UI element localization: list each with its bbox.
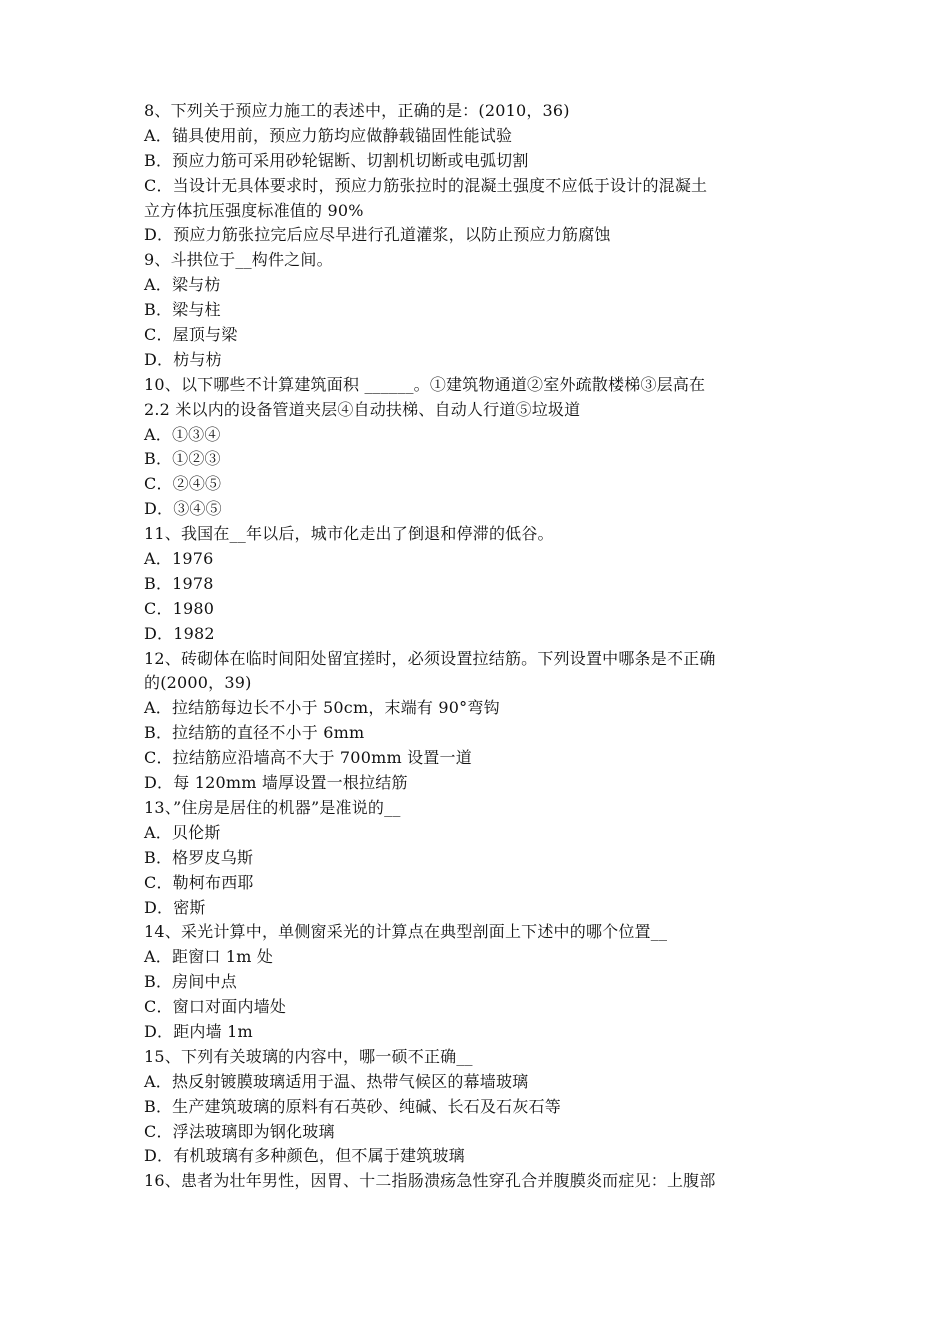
text-line: A．锚具使用前，预应力筋均应做静载锚固性能试验 (144, 125, 513, 145)
text-line: 的(2000，39) (144, 673, 252, 693)
text-line: 13、”住房是居住的机器”是准说的__ (144, 797, 401, 817)
text-line: A．热反射镀膜玻璃适用于温、热带气候区的幕墙玻璃 (144, 1071, 529, 1091)
text-line: C．拉结筋应沿墙高不大于 700mm 设置一道 (144, 748, 472, 768)
text-line: 10、以下哪些不计算建筑面积 ______。①建筑物通道②室外疏散楼梯③层高在 (144, 374, 706, 394)
text-line: C．勒柯布西耶 (144, 872, 254, 892)
text-line: A．梁与枋 (144, 275, 221, 295)
text-line: 15、下列有关玻璃的内容中，哪一硕不正确__ (144, 1046, 473, 1066)
text-line: A．①③④ (144, 424, 221, 444)
text-line: D．预应力筋张拉完后应尽早进行孔道灌浆，以防止预应力筋腐蚀 (144, 225, 611, 245)
text-line: 8、下列关于预应力施工的表述中，正确的是：(2010，36) (144, 101, 570, 120)
text-line: 14、采光计算中，单侧窗采光的计算点在典型剖面上下述中的哪个位置__ (144, 922, 668, 942)
text-line: D．枋与枋 (144, 349, 222, 369)
text-line: D．密斯 (144, 897, 206, 917)
text-line: B．生产建筑玻璃的原料有石英砂、纯碱、长石及石灰石等 (144, 1096, 561, 1116)
text-line: C．屋顶与梁 (144, 325, 238, 345)
text-line: 12、砖砌体在临时间阳处留宜搓时，必须设置拉结筋。下列设置中哪条是不正确 (144, 648, 716, 668)
text-line: D．每 120mm 墙厚设置一根拉结筋 (144, 773, 408, 793)
text-line: D．③④⑤ (144, 499, 222, 519)
text-line: A．1976 (144, 549, 214, 569)
text-line: 9、斗拱位于__构件之间。 (144, 250, 333, 270)
text-line: 11、我国在__年以后，城市化走出了倒退和停滞的低谷。 (144, 524, 554, 544)
text-line: C．窗口对面内墙处 (144, 997, 287, 1017)
text-line: C．浮法玻璃即为钢化玻璃 (144, 1121, 335, 1141)
text-line: B．梁与柱 (144, 300, 221, 320)
text-line: A．距窗口 1m 处 (144, 947, 274, 967)
text-line: 2.2 米以内的设备管道夹层④自动扶梯、自动人行道⑤垃圾道 (144, 399, 581, 419)
text-line: C．②④⑤ (144, 474, 222, 494)
text-line: C．1980 (144, 598, 215, 618)
text-line: B．房间中点 (144, 972, 237, 992)
text-line: D．有机玻璃有多种颜色，但不属于建筑玻璃 (144, 1146, 465, 1166)
document-page (144, 99, 824, 1194)
text-line: D．1982 (144, 623, 215, 643)
text-line: B．①②③ (144, 449, 221, 469)
text-line: A．贝伦斯 (144, 822, 221, 842)
text-line: B．预应力筋可采用砂轮锯断、切割机切断或电弧切割 (144, 150, 529, 170)
text-line: B．格罗皮乌斯 (144, 847, 254, 867)
text-line: B．1978 (144, 573, 214, 593)
text-line: B．拉结筋的直径不小于 6mm (144, 723, 365, 743)
text-line: D．距内墙 1m (144, 1021, 253, 1041)
text-line: 立方体抗压强度标准值的 90% (144, 200, 364, 220)
text-line: C．当设计无具体要求时，预应力筋张拉时的混凝土强度不应低于设计的混凝土 (144, 175, 708, 195)
text-line: 16、患者为壮年男性，因胃、十二指肠溃疡急性穿孔合并腹膜炎而症见：上腹部 (144, 1171, 716, 1191)
text-line: A．拉结筋每边长不小于 50cm，末端有 90°弯钩 (144, 698, 500, 718)
